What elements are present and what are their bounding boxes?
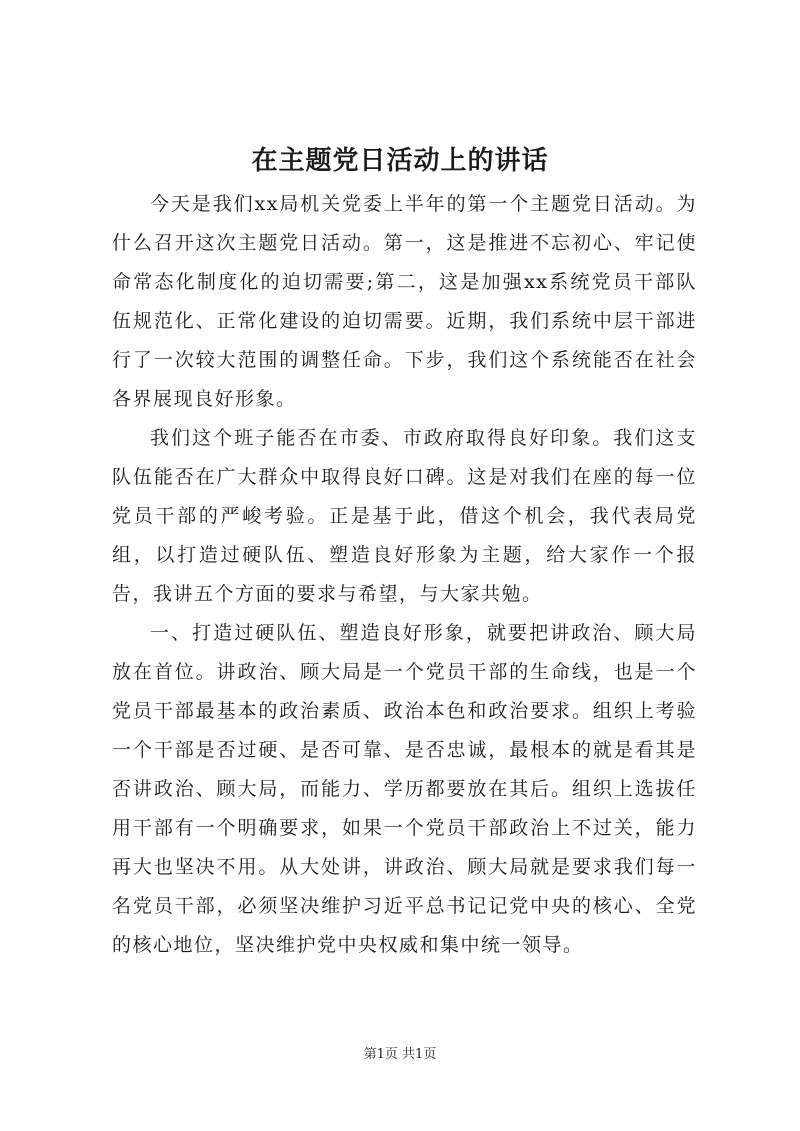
document-body	[112, 185, 697, 965]
paragraph-1: 今天是我们xx局机关党委上半年的第一个主题党日活动。为什么召开这次主题党日活动。第一，这是推进不忘初心、牢记使命常态化制度化的迫切需要;第二，这是加强xx系统党员干部队伍规范化、正常化建设的迫切需要。近期，我们系统中层干部进行了一次较大范围的调整任命。下步，我们这个系统能否在社会各界展现良好形象。	[112, 193, 697, 410]
paragraph-3: 一、打造过硬队伍、塑造良好形象，就要把讲政治、顾大局放在首位。讲政治、顾大局是一个党员干部的生命线，也是一个党员干部最基本的政治素质、政治本色和政治要求。组织上考验一个干部是否过硬、是否可靠、是否忠诚，最根本的就是看其是否讲政治、顾大局，而能力、学历都要放在其后。组织上选拔任用干部有一个明确要求，如果一个党员干部政治上不过关，能力再大也坚决不用。从大处讲，讲政治、顾大局就是要求我们每一名党员干部，必须坚决维护习近平总书记记党中央的核心、全党的核心地位，坚决维护党中央权威和集中统一领导。	[112, 622, 697, 956]
document-title: 在主题党日活动上的讲话	[251, 146, 549, 176]
paragraph-2: 我们这个班子能否在市委、市政府取得良好印象。我们这支队伍能否在广大群众中取得良好口碑。这是对我们在座的每一位党员干部的严峻考验。正是基于此，借这个机会，我代表局党组，以打造过硬队伍、塑造良好形象为主题，给大家作一个报告，我讲五个方面的要求与希望，与大家共勉。	[112, 427, 697, 605]
page-footer: 第1页 共1页	[363, 1047, 437, 1062]
